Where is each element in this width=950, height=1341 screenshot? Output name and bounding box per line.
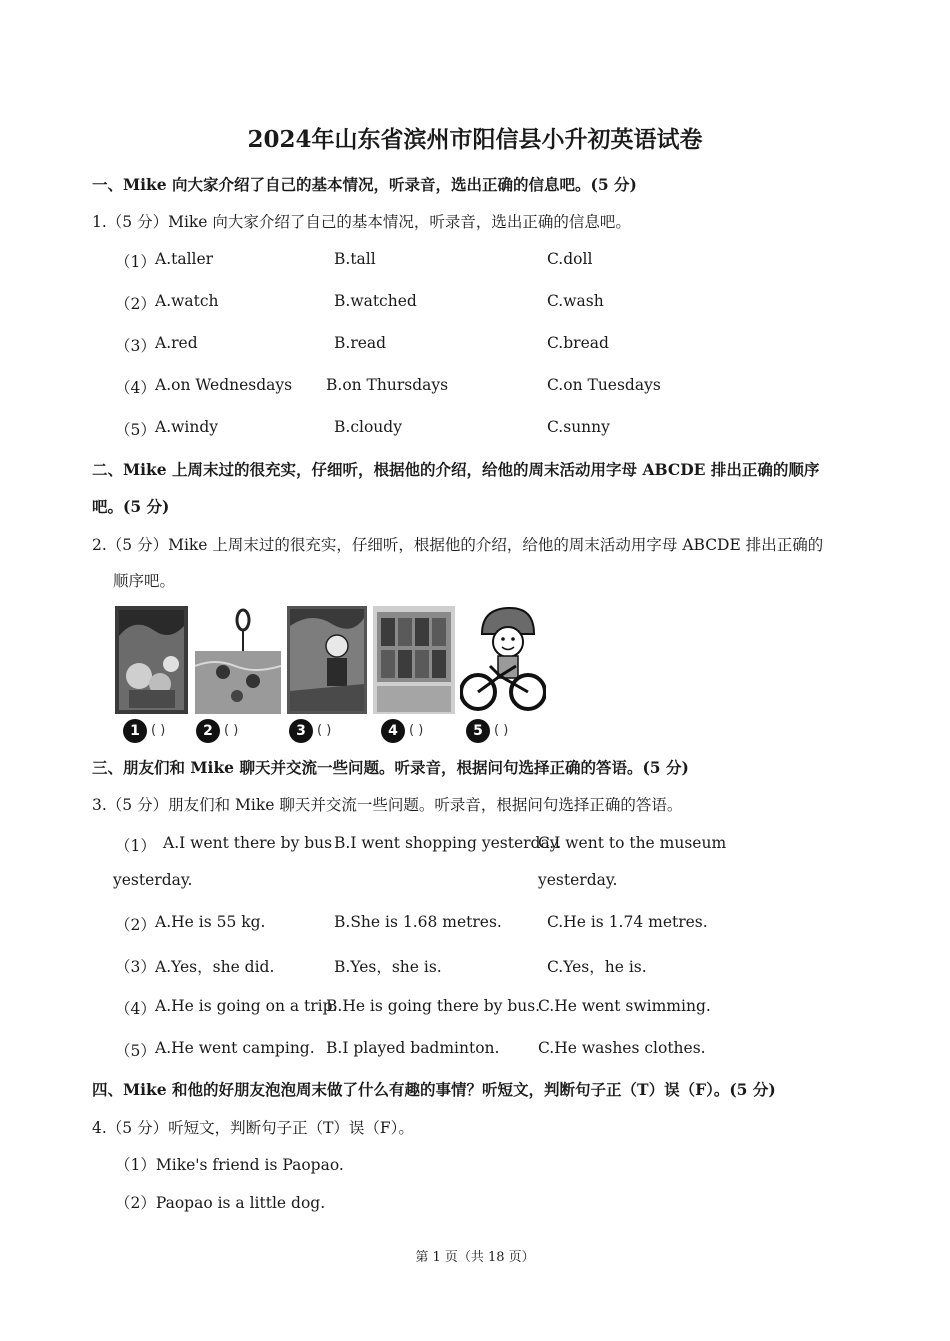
q3-item-3-option-a: A.Yes，she did. (155, 958, 275, 976)
q3-item-1-option-a: A.I went there by bus (163, 834, 333, 852)
q3-item-1-option-c-cont: yesterday. (538, 871, 618, 889)
q1-item-1-option-a: A.taller (155, 250, 214, 268)
q3-item-4-option-a: A.He is going on a trip. (155, 997, 338, 1015)
q1-item-5-option-a: A.windy (155, 418, 219, 436)
picture-number-1: 1 (123, 719, 147, 743)
picture-number-2: 2 (196, 719, 220, 743)
q3-item-4-option-c: C.He went swimming. (538, 997, 711, 1015)
section-1-heading: 一、Mike 向大家介绍了自己的基本情况，听录音，选出正确的信息吧。(5 分) (92, 175, 637, 194)
q1-item-5-no: （5） (115, 421, 156, 439)
q3-item-2-option-c: C.He is 1.74 metres. (547, 913, 708, 931)
q3-item-5-option-a: A.He went camping. (155, 1039, 315, 1057)
q1-item-2-no: （2） (115, 295, 156, 313)
picture-clothes-shop (373, 606, 455, 714)
section-4-heading: 四、Mike 和他的好朋友泡泡周末做了什么有趣的事情？听短文，判断句子正（T）误（F）。(5 分) (92, 1080, 776, 1099)
q3-item-1-option-a-cont: yesterday. (113, 871, 193, 889)
q3-item-3-no: （3） (115, 958, 156, 976)
q4-statement-1: （1）Mike's friend is Paopao. (115, 1156, 344, 1174)
answer-blank-4: ( ) (409, 723, 424, 738)
q1-item-2-option-c: C.wash (547, 292, 604, 310)
q1-item-5-option-b: B.cloudy (334, 418, 402, 436)
q1-item-3-no: （3） (115, 337, 156, 355)
section-2-heading-line-1: 二、Mike 上周末过的很充实，仔细听，根据他的介绍，给他的周末活动用字母 ABCDE 排出正确的顺序 (92, 460, 820, 479)
picture-boy-riding-bike (460, 606, 546, 714)
q1-item-1-option-c: C.doll (547, 250, 593, 268)
q1-item-3-option-a: A.red (155, 334, 198, 352)
q1-item-4-no: （4） (115, 379, 156, 397)
page-title: 2024年山东省滨州市阳信县小升初英语试卷 (247, 126, 703, 153)
picture-number-5: 5 (466, 719, 490, 743)
q1-item-4-option-a: A.on Wednesdays (155, 376, 293, 394)
q1-item-1-no: （1） (115, 253, 156, 271)
q1-item-5-option-c: C.sunny (547, 418, 610, 436)
q3-item-1-no: （1） (115, 837, 156, 855)
q3-item-5-option-b: B.I played badminton. (326, 1039, 500, 1057)
q1-item-2-option-b: B.watched (334, 292, 417, 310)
picture-children-at-zoo (115, 606, 188, 714)
q3-item-4-option-b: B.He is going there by bus. (326, 997, 541, 1015)
q3-item-3-option-c: C.Yes，he is. (547, 958, 647, 976)
answer-blank-2: ( ) (224, 723, 239, 738)
question-3: 3.（5 分）朋友们和 Mike 聊天并交流一些问题。听录音，根据问句选择正确的答语。 (92, 796, 683, 814)
q3-item-1-option-c: C.I went to the museum (538, 834, 727, 852)
q1-item-4-option-b: B.on Thursdays (326, 376, 449, 394)
q1-item-3-option-b: B.read (334, 334, 387, 352)
answer-blank-5: ( ) (494, 723, 509, 738)
picture-children-swimming (195, 606, 281, 714)
q1-item-4-option-c: C.on Tuesdays (547, 376, 661, 394)
page-footer: 第 1 页（共 18 页） (415, 1250, 535, 1265)
q1-item-1-option-b: B.tall (334, 250, 376, 268)
picture-number-4: 4 (381, 719, 405, 743)
question-2-line-1: 2.（5 分）Mike 上周末过的很充实，仔细听，根据他的介绍，给他的周末活动用字母 ABCDE 排出正确的 (92, 536, 824, 554)
q3-item-2-option-b: B.She is 1.68 metres. (334, 913, 502, 931)
q3-item-5-no: （5） (115, 1042, 156, 1060)
question-4: 4.（5 分）听短文，判断句子正（T）误（F）。 (92, 1119, 414, 1137)
question-2-line-2: 顺序吧。 (113, 572, 176, 590)
answer-blank-3: ( ) (317, 723, 332, 738)
q3-item-3-option-b: B.Yes，she is. (334, 958, 442, 976)
q3-item-4-no: （4） (115, 1000, 156, 1018)
q1-item-3-option-c: C.bread (547, 334, 609, 352)
section-2-heading-line-2: 吧。(5 分) (92, 497, 170, 516)
q3-item-2-option-a: A.He is 55 kg. (155, 913, 266, 931)
section-3-heading: 三、朋友们和 Mike 聊天并交流一些问题。听录音，根据问句选择正确的答语。(5 分) (92, 758, 689, 777)
q1-item-2-option-a: A.watch (155, 292, 219, 310)
question-1: 1.（5 分）Mike 向大家介绍了自己的基本情况，听录音，选出正确的信息吧。 (92, 213, 631, 231)
picture-boy-hiking (287, 606, 367, 714)
q4-statement-2: （2）Paopao is a little dog. (115, 1194, 326, 1212)
q3-item-1-option-b: B.I went shopping yesterday. (334, 834, 562, 852)
q3-item-2-no: （2） (115, 916, 156, 934)
q3-item-5-option-c: C.He washes clothes. (538, 1039, 706, 1057)
picture-number-3: 3 (289, 719, 313, 743)
answer-blank-1: ( ) (151, 723, 166, 738)
